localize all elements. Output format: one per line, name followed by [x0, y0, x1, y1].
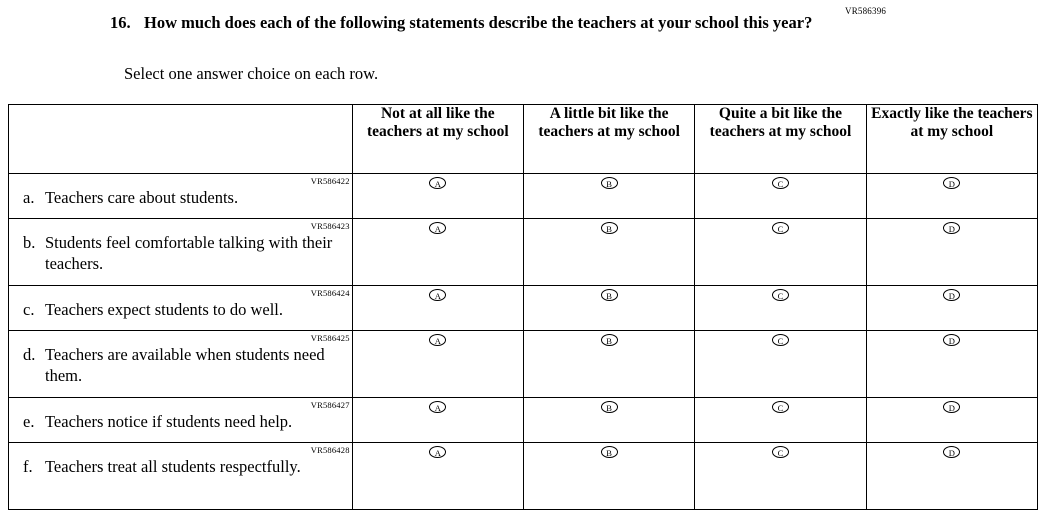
radio-bubble-icon[interactable]: D: [943, 446, 960, 458]
bubble-cell-c-2[interactable]: [523, 286, 694, 331]
row-label: Students feel comfortable talking with their teachers.: [45, 233, 333, 273]
row-stem: [9, 219, 353, 286]
bubble-cell-b-1[interactable]: [352, 219, 523, 286]
response-grid: [8, 104, 1038, 510]
bubble-cell-b-2[interactable]: [523, 219, 694, 286]
row-item-code: VR586427: [310, 400, 350, 410]
radio-bubble-icon[interactable]: B: [601, 401, 618, 413]
row-stem: [9, 331, 353, 398]
radio-bubble-icon[interactable]: B: [601, 446, 618, 458]
question-instruction: Select one answer choice on each row.: [124, 64, 379, 83]
radio-bubble-icon[interactable]: C: [772, 334, 789, 346]
radio-bubble-icon[interactable]: A: [429, 446, 446, 458]
bubble-cell-c-3[interactable]: [695, 286, 866, 331]
radio-bubble-icon[interactable]: A: [429, 177, 446, 189]
bubble-cell-a-4[interactable]: [866, 174, 1037, 219]
table-row: [9, 443, 1038, 510]
row-letter: b.: [23, 233, 36, 252]
bubble-cell-c-1[interactable]: [352, 286, 523, 331]
bubble-cell-d-2[interactable]: [523, 331, 694, 398]
question-number: 16.: [110, 13, 131, 32]
row-label: Teachers treat all students respectfully.: [45, 457, 301, 476]
row-label: Teachers expect students to do well.: [45, 300, 284, 319]
bubble-cell-d-1[interactable]: [352, 331, 523, 398]
grid-header-blank: [9, 105, 353, 174]
radio-bubble-icon[interactable]: B: [601, 222, 618, 234]
bubble-cell-e-3[interactable]: [695, 398, 866, 443]
row-stem: [9, 398, 353, 443]
row-label: Teachers are available when students need them.: [45, 345, 325, 385]
bubble-cell-d-4[interactable]: [866, 331, 1037, 398]
radio-bubble-icon[interactable]: B: [601, 177, 618, 189]
bubble-cell-f-2[interactable]: [523, 443, 694, 510]
radio-bubble-icon[interactable]: C: [772, 446, 789, 458]
table-row: [9, 219, 1038, 286]
radio-bubble-icon[interactable]: D: [943, 289, 960, 301]
radio-bubble-icon[interactable]: D: [943, 222, 960, 234]
row-label: Teachers notice if students need help.: [45, 412, 293, 431]
radio-bubble-icon[interactable]: D: [943, 334, 960, 346]
row-item-code: VR586422: [310, 176, 350, 186]
row-letter: d.: [23, 345, 36, 364]
row-label: Teachers care about students.: [45, 188, 239, 207]
row-letter: c.: [23, 300, 35, 319]
bubble-cell-a-2[interactable]: [523, 174, 694, 219]
bubble-cell-b-4[interactable]: [866, 219, 1037, 286]
bubble-cell-e-1[interactable]: [352, 398, 523, 443]
bubble-cell-f-1[interactable]: [352, 443, 523, 510]
bubble-cell-b-3[interactable]: [695, 219, 866, 286]
question-heading: [110, 12, 870, 33]
bubble-cell-c-4[interactable]: [866, 286, 1037, 331]
grid-header-option-1: Not at all like the teachers at my school: [352, 105, 523, 174]
radio-bubble-icon[interactable]: C: [772, 289, 789, 301]
row-item-code: VR586423: [310, 221, 350, 231]
grid-header-option-2: A little bit like the teachers at my school: [523, 105, 694, 174]
row-stem: [9, 174, 353, 219]
row-letter: a.: [23, 188, 35, 207]
radio-bubble-icon[interactable]: D: [943, 401, 960, 413]
row-stem: [9, 286, 353, 331]
radio-bubble-icon[interactable]: A: [429, 289, 446, 301]
bubble-cell-d-3[interactable]: [695, 331, 866, 398]
table-row: [9, 331, 1038, 398]
grid-header-option-3: Quite a bit like the teachers at my school: [695, 105, 866, 174]
radio-bubble-icon[interactable]: A: [429, 334, 446, 346]
bubble-cell-f-4[interactable]: [866, 443, 1037, 510]
radio-bubble-icon[interactable]: A: [429, 401, 446, 413]
row-item-code: VR586428: [310, 445, 350, 455]
radio-bubble-icon[interactable]: A: [429, 222, 446, 234]
page-item-code: VR586396: [845, 6, 887, 16]
radio-bubble-icon[interactable]: D: [943, 177, 960, 189]
table-row: [9, 398, 1038, 443]
row-item-code: VR586424: [310, 288, 350, 298]
row-stem: [9, 443, 353, 510]
table-row: [9, 286, 1038, 331]
bubble-cell-f-3[interactable]: [695, 443, 866, 510]
radio-bubble-icon[interactable]: C: [772, 177, 789, 189]
row-letter: e.: [23, 412, 35, 431]
bubble-cell-a-3[interactable]: [695, 174, 866, 219]
radio-bubble-icon[interactable]: C: [772, 222, 789, 234]
grid-header-row: [9, 105, 1038, 174]
bubble-cell-e-4[interactable]: [866, 398, 1037, 443]
bubble-cell-e-2[interactable]: [523, 398, 694, 443]
question-text: How much does each of the following statements describe the teachers at your school this year?: [144, 13, 813, 32]
radio-bubble-icon[interactable]: C: [772, 401, 789, 413]
row-letter: f.: [23, 457, 33, 476]
row-item-code: VR586425: [310, 333, 350, 343]
table-row: [9, 174, 1038, 219]
grid-header-option-4: Exactly like the teachers at my school: [866, 105, 1037, 174]
bubble-cell-a-1[interactable]: [352, 174, 523, 219]
radio-bubble-icon[interactable]: B: [601, 334, 618, 346]
radio-bubble-icon[interactable]: B: [601, 289, 618, 301]
